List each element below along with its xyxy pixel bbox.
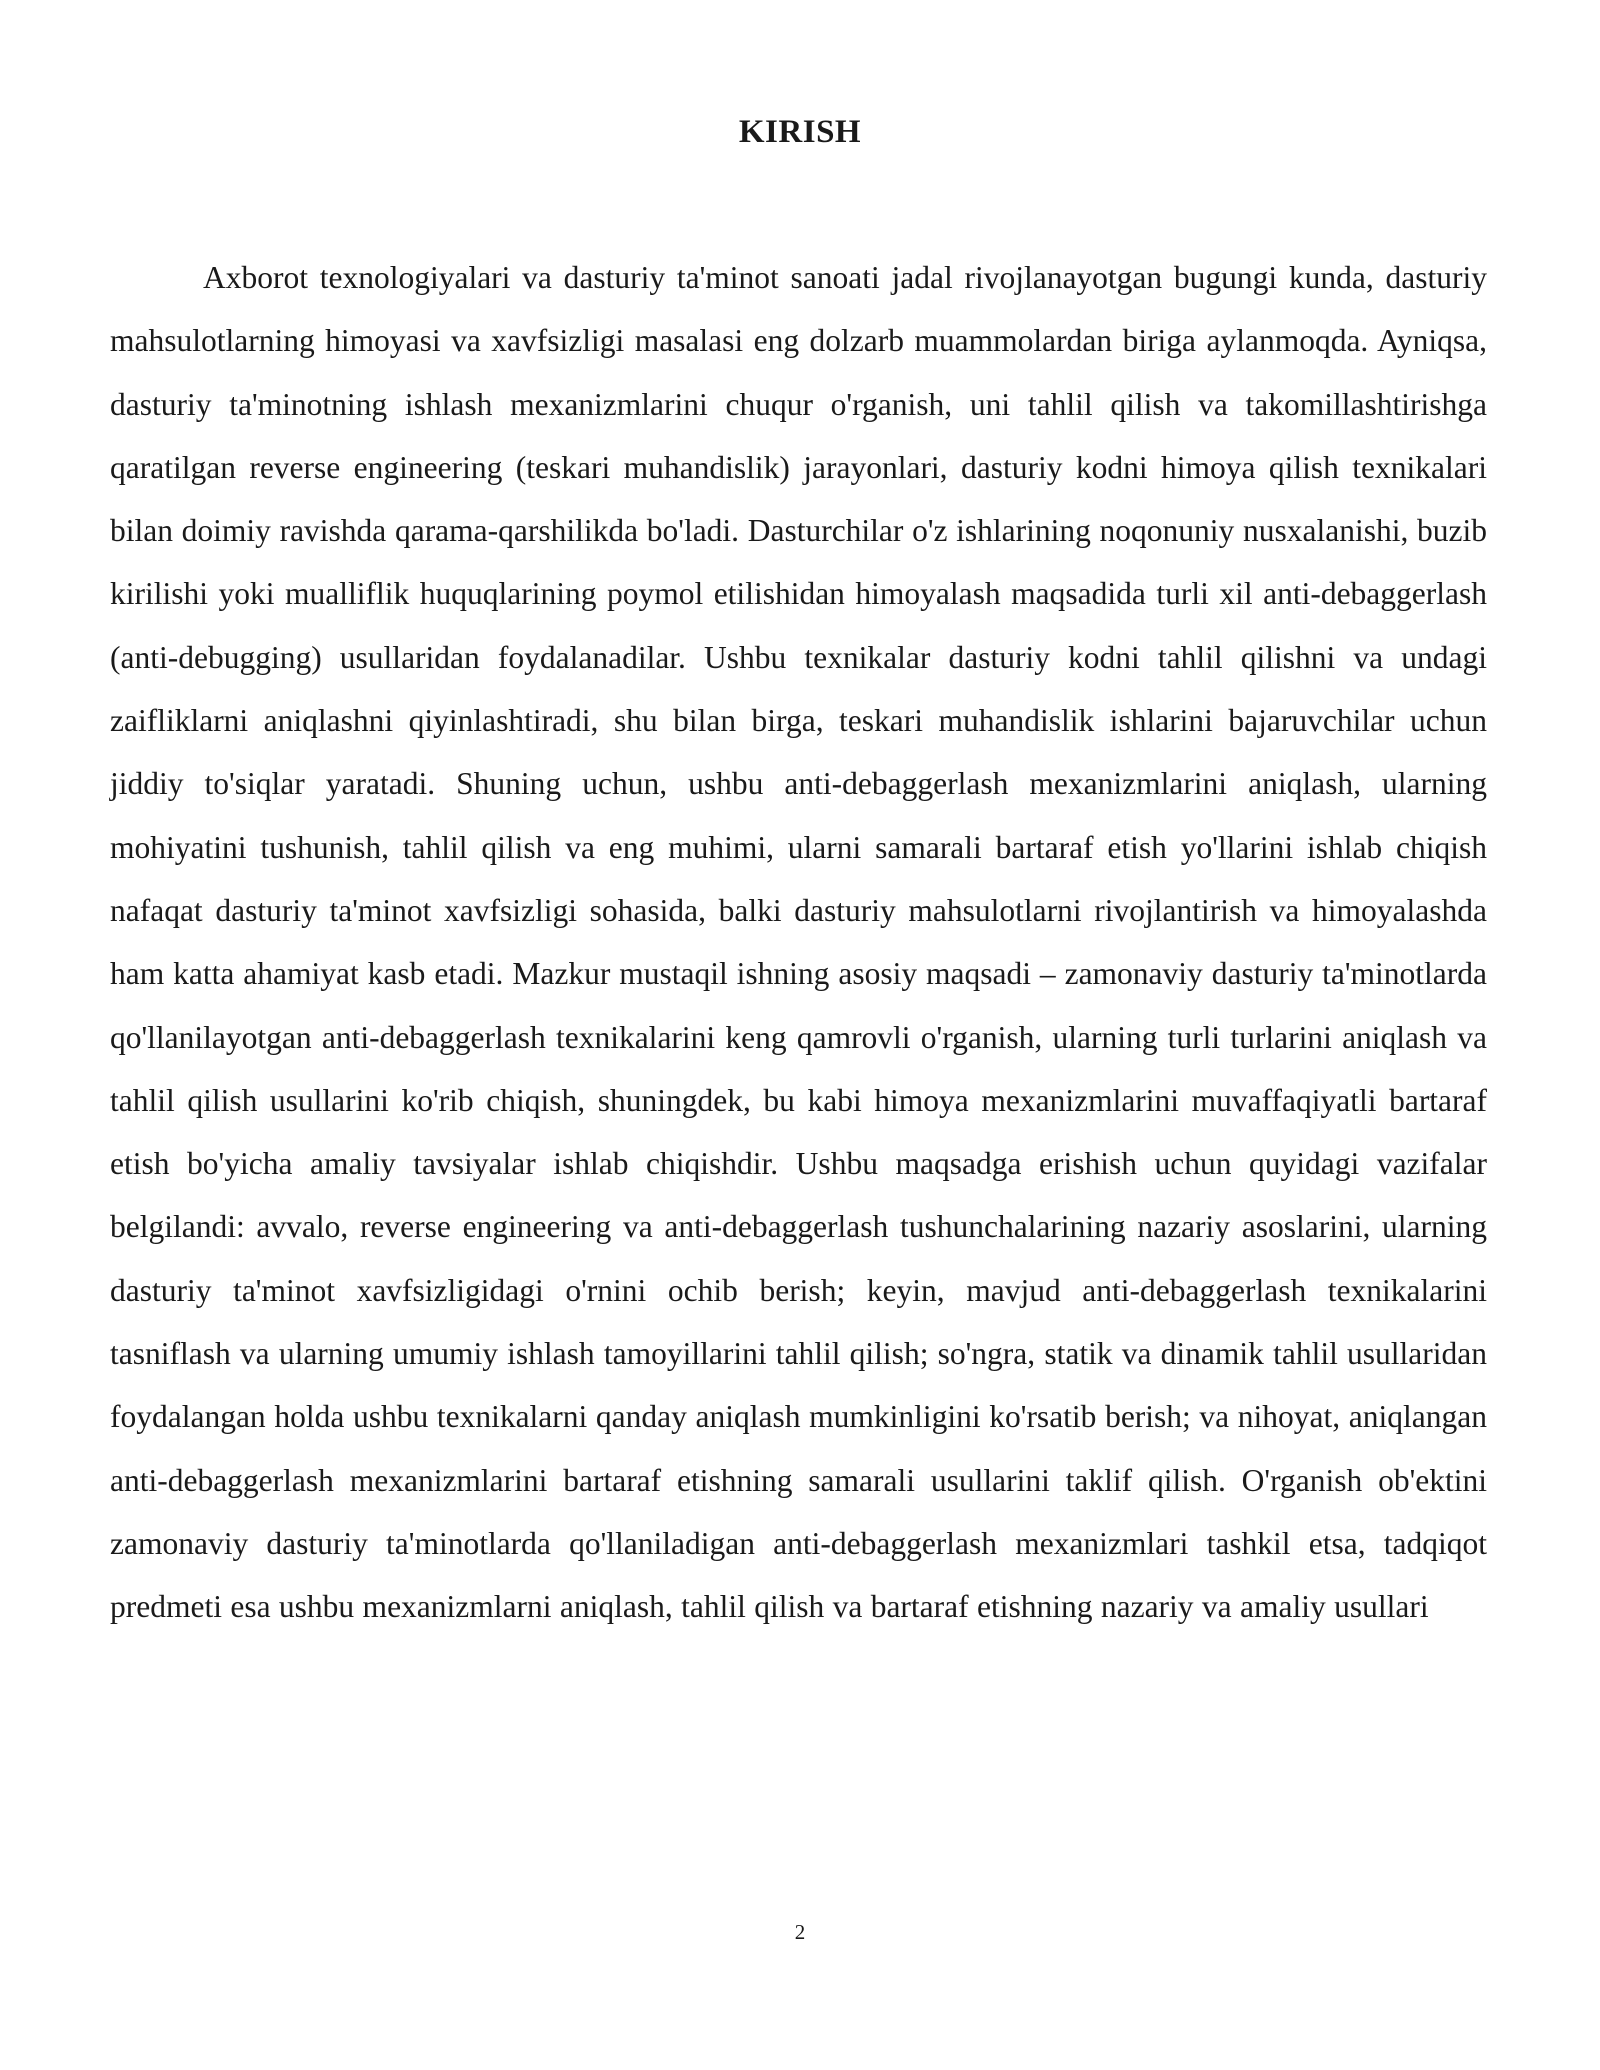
page-number: 2 — [794, 1920, 806, 1944]
body-paragraph: Axborot texnologiyalari va dasturiy ta'minot sanoati jadal rivojlanayotgan bugungi kunda, dasturiy mahsulotlarning himoyasi va xavfsizligi masalasi eng dolzarb muammolardan biriga aylanmoqda. Ayniqsa, dasturiy ta'minotning ishlash mexanizmlarini chuqur o'rganish, uni tahlil qilish va takomillashtirishga qaratilgan reverse engineering (teskari muhandislik) jarayonlari, dasturiy kodni himoya qilish texnikalari bilan doimiy ravishda qarama-qarshilikda bo'ladi. Dasturchilar o'z ishlarining noqonuniy nusxalanishi, buzib kirilishi yoki mualliflik huquqlarining poymol etilishidan himoyalash maqsadida turli xil anti-debaggerlash (anti-debugging) usullaridan foydalanadilar. Ushbu texnikalar dasturiy kodni tahlil qilishni va undagi zaifliklarni aniqlashni qiyinlashtiradi, shu bilan birga, teskari muhandislik ishlarini bajaruvchilar uchun jiddiy to'siqlar yaratadi. Shuning uchun, ushbu anti-debaggerlash mexanizmlarini aniqlash, ularning mohiyatini tushunish, tahlil qilish va eng muhimi, ularni samarali bartaraf etish yo'llarini ishlab chiqish nafaqat dasturiy ta'minot xavfsizligi sohasida, balki dasturiy mahsulotlarni rivojlantirish va himoyalashda ham katta ahamiyat kasb etadi. Mazkur mustaqil ishning asosiy maqsadi – zamonaviy dasturiy ta'minotlarda qo'llanilayotgan anti-debaggerlash texnikalarini keng qamrovli o'rganish, ularning turli turlarini aniqlash va tahlil qilish usullarini ko'rib chiqish, shuningdek, bu kabi himoya mexanizmlarini muvaffaqiyatli bartaraf etish bo'yicha amaliy tavsiyalar ishlab chiqishdir. Ushbu maqsadga erishish uchun quyidagi vazifalar belgilandi: avvalo, reverse engineering va anti-debaggerlash tushunchalarining nazariy asoslarini, ularning dasturiy ta'minot xavfsizligidagi o'rnini ochib berish; keyin, mavjud anti-debaggerlash texnikalarini tasniflash va ularning umumiy ishlash tamoyillarini tahlil qilish; so'ngra, statik va dinamik tahlil usullaridan foydalangan holda ushbu texnikalarni qanday aniqlash mumkinligini ko'rsatib berish; va nihoyat, aniqlangan anti-debaggerlash mexanizmlarini bartaraf etishning samarali usullarini taklif qilish. O'rganish ob'ektini zamonaviy dasturiy ta'minotlarda qo'llaniladigan anti-debaggerlash mexanizmlari tashkil etsa, tadqiqot predmeti esa ushbu mexanizmlarni aniqlash, tahlil qilish va bartaraf etishning nazariy va amaliy usullari — [110, 260, 1487, 1625]
page-title: KIRISH — [738, 114, 862, 150]
